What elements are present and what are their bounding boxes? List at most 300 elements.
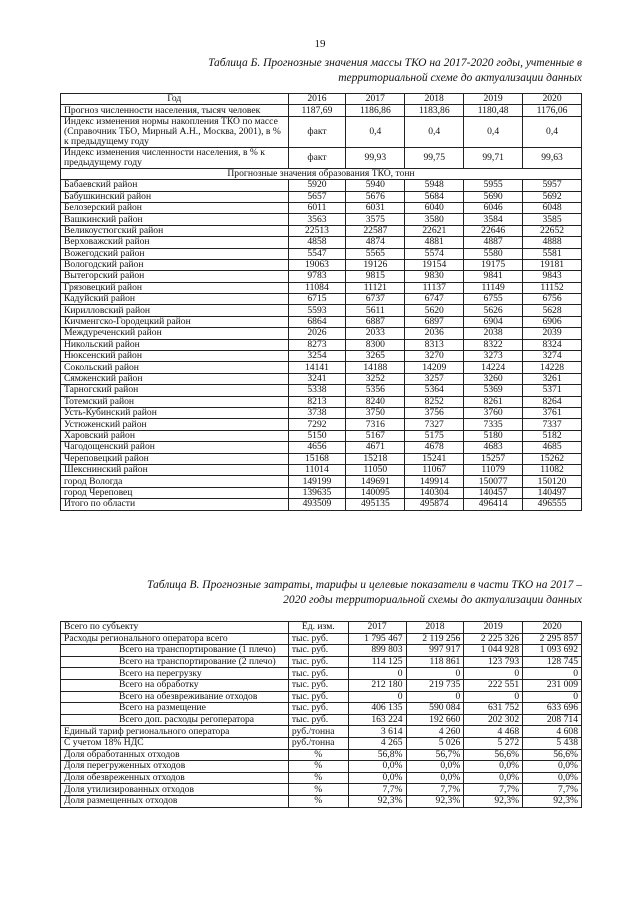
value-cell: 0,0% — [406, 772, 464, 784]
indicator-name: Всего на перегрузку — [61, 668, 289, 680]
value-cell: 150120 — [523, 476, 582, 487]
value-cell: 56,6% — [464, 749, 523, 761]
table-row — [61, 339, 582, 350]
value-cell: 7316 — [346, 419, 405, 430]
indicator-name: Доля обработанных отходов — [61, 749, 289, 761]
value-cell: 114 125 — [348, 656, 406, 668]
unit-cell: тыс. руб. — [288, 656, 348, 668]
value-cell: 140095 — [346, 487, 405, 498]
value-cell: 149691 — [346, 476, 405, 487]
value-cell: 9843 — [523, 271, 582, 282]
value-cell: 22587 — [346, 225, 405, 236]
district-name: город Вологда — [61, 476, 289, 487]
value-cell: 11149 — [464, 282, 523, 293]
table-row — [61, 476, 582, 487]
table-v — [60, 621, 582, 808]
value-cell: 5690 — [464, 191, 523, 202]
value-cell: 5611 — [346, 305, 405, 316]
value-cell: 4887 — [464, 237, 523, 248]
value-cell: 8322 — [464, 339, 523, 350]
value-cell: 14224 — [464, 362, 523, 373]
value-cell: факт — [288, 147, 346, 168]
value-cell: 212 180 — [348, 679, 406, 691]
value-cell: 8213 — [288, 396, 346, 407]
value-cell: 99,63 — [523, 147, 582, 168]
value-cell: 2 119 256 — [406, 633, 464, 645]
value-cell: 11121 — [346, 282, 405, 293]
value-cell: 8273 — [288, 339, 346, 350]
value-cell: 495135 — [346, 499, 405, 510]
table-row — [61, 784, 582, 796]
district-name: Междуреченский район — [61, 328, 289, 339]
value-cell: 15241 — [405, 453, 464, 464]
value-cell: 3252 — [346, 373, 405, 384]
value-cell: 15257 — [464, 453, 523, 464]
value-cell: 5 438 — [523, 737, 582, 749]
unit-cell: тыс. руб. — [288, 714, 348, 726]
row-label: Индекс изменения численности населения, в % к предыдущему году — [61, 147, 289, 168]
value-cell: 92,3% — [523, 795, 582, 807]
table-row — [61, 703, 582, 715]
district-name: Вологодский район — [61, 259, 289, 270]
value-cell: 3265 — [346, 351, 405, 362]
value-cell: 5580 — [464, 248, 523, 259]
value-cell: 4874 — [346, 237, 405, 248]
value-cell: 8261 — [464, 396, 523, 407]
value-cell: 5676 — [346, 191, 405, 202]
value-cell: 3254 — [288, 351, 346, 362]
value-cell: 19181 — [523, 259, 582, 270]
value-cell: 149914 — [405, 476, 464, 487]
district-name: Харовский район — [61, 430, 289, 441]
table-row — [61, 679, 582, 691]
value-cell: 11152 — [523, 282, 582, 293]
value-cell: 4671 — [346, 442, 405, 453]
value-cell: 5371 — [523, 385, 582, 396]
district-name: Сямженский район — [61, 373, 289, 384]
table-row — [61, 656, 582, 668]
unit-cell: руб./тонна — [288, 726, 348, 738]
value-cell: 19126 — [346, 259, 405, 270]
value-cell: 8264 — [523, 396, 582, 407]
table-row — [61, 714, 582, 726]
table-row — [61, 282, 582, 293]
table-v-header-cell: 2020 — [523, 622, 582, 634]
table-b-header-cell: 2020 — [523, 94, 582, 105]
unit-cell: % — [288, 795, 348, 807]
value-cell: 0,0% — [523, 761, 582, 773]
indicator-name: Доля обезвреженных отходов — [61, 772, 289, 784]
district-name: Устюженский район — [61, 419, 289, 430]
unit-cell: % — [288, 772, 348, 784]
unit-cell: тыс. руб. — [288, 633, 348, 645]
table-v-header-cell: 2019 — [464, 622, 523, 634]
value-cell: 2036 — [405, 328, 464, 339]
unit-cell: % — [288, 761, 348, 773]
value-cell: 3274 — [523, 351, 582, 362]
table-b-section-row — [61, 168, 582, 179]
value-cell: 1 093 692 — [523, 645, 582, 657]
value-cell: 0 — [406, 691, 464, 703]
value-cell: 92,3% — [348, 795, 406, 807]
table-row — [61, 373, 582, 384]
value-cell: 7,7% — [523, 784, 582, 796]
value-cell: 128 745 — [523, 656, 582, 668]
value-cell: 5657 — [288, 191, 346, 202]
indicator-name: Единый тариф регионального оператора — [61, 726, 289, 738]
value-cell: 5684 — [405, 191, 464, 202]
value-cell: 4683 — [464, 442, 523, 453]
table-row — [61, 294, 582, 305]
value-cell: 3261 — [523, 373, 582, 384]
value-cell: 0,0% — [406, 761, 464, 773]
value-cell: 92,3% — [464, 795, 523, 807]
district-name: город Череповец — [61, 487, 289, 498]
indicator-name: Расходы регионального оператора всего — [61, 633, 289, 645]
value-cell: 5150 — [288, 430, 346, 441]
indicator-name: С учетом 18% НДС — [61, 737, 289, 749]
district-name: Бабушкинский район — [61, 191, 289, 202]
value-cell: 5593 — [288, 305, 346, 316]
unit-cell: тыс. руб. — [288, 645, 348, 657]
value-cell: 3257 — [405, 373, 464, 384]
table-v-header-row — [61, 622, 582, 634]
value-cell: 6906 — [523, 316, 582, 327]
table-v-caption — [62, 578, 582, 608]
table-b-caption-line2: территориальной схеме до актуализации данных — [338, 72, 582, 84]
table-row — [61, 191, 582, 202]
unit-cell: тыс. руб. — [288, 691, 348, 703]
table-row — [61, 396, 582, 407]
table-row — [61, 726, 582, 738]
value-cell: 6864 — [288, 316, 346, 327]
table-row — [61, 351, 582, 362]
value-cell: 633 696 — [523, 703, 582, 715]
table-b-header-cell: 2019 — [464, 94, 523, 105]
table-v-header-cell: Ед. изм. — [288, 622, 348, 634]
value-cell: 11084 — [288, 282, 346, 293]
table-b-header-cell: Год — [61, 94, 289, 105]
table-row — [61, 737, 582, 749]
table-row — [61, 214, 582, 225]
value-cell: 5182 — [523, 430, 582, 441]
value-cell: 3575 — [346, 214, 405, 225]
value-cell: 192 660 — [406, 714, 464, 726]
value-cell: 0 — [523, 668, 582, 680]
value-cell: 208 714 — [523, 714, 582, 726]
value-cell: 2026 — [288, 328, 346, 339]
table-row — [61, 499, 582, 510]
value-cell: 15218 — [346, 453, 405, 464]
value-cell: 3761 — [523, 407, 582, 418]
table-row — [61, 633, 582, 645]
value-cell: 99,75 — [405, 147, 464, 168]
value-cell: 3750 — [346, 407, 405, 418]
value-cell: 5369 — [464, 385, 523, 396]
value-cell: 14209 — [405, 362, 464, 373]
value-cell: 4685 — [523, 442, 582, 453]
value-cell: 5581 — [523, 248, 582, 259]
value-cell: 4656 — [288, 442, 346, 453]
value-cell: 6048 — [523, 202, 582, 213]
value-cell: 631 752 — [464, 703, 523, 715]
value-cell: 3756 — [405, 407, 464, 418]
value-cell: 4 468 — [464, 726, 523, 738]
value-cell: 19175 — [464, 259, 523, 270]
value-cell: 5957 — [523, 180, 582, 191]
value-cell: 0,0% — [464, 761, 523, 773]
value-cell: 92,3% — [406, 795, 464, 807]
value-cell: 7,7% — [406, 784, 464, 796]
table-b-norm-index-row — [61, 116, 582, 147]
value-cell: 1186,86 — [346, 105, 405, 116]
value-cell: 6031 — [346, 202, 405, 213]
value-cell: 5175 — [405, 430, 464, 441]
table-b-population-row — [61, 105, 582, 116]
table-b-header-cell: 2018 — [405, 94, 464, 105]
district-name: Верховажский район — [61, 237, 289, 248]
section-title: Прогнозные значения образования ТКО, тонн — [61, 168, 582, 179]
value-cell: 997 917 — [406, 645, 464, 657]
table-row — [61, 180, 582, 191]
value-cell: 8324 — [523, 339, 582, 350]
value-cell: 7327 — [405, 419, 464, 430]
district-name: Великоустюгский район — [61, 225, 289, 236]
table-row — [61, 385, 582, 396]
district-name: Бабаевский район — [61, 180, 289, 191]
value-cell: факт — [288, 116, 346, 147]
value-cell: 1 795 467 — [348, 633, 406, 645]
value-cell: 496414 — [464, 499, 523, 510]
district-name: Нюксенский район — [61, 351, 289, 362]
value-cell: 5 026 — [406, 737, 464, 749]
table-v-header-cell: Всего по субъекту — [61, 622, 289, 634]
district-name: Кирилловский район — [61, 305, 289, 316]
table-row — [61, 419, 582, 430]
value-cell: 3260 — [464, 373, 523, 384]
value-cell: 3563 — [288, 214, 346, 225]
indicator-name: Всего на обезвреживание отходов — [61, 691, 289, 703]
value-cell: 15262 — [523, 453, 582, 464]
value-cell: 11079 — [464, 464, 523, 475]
value-cell: 6040 — [405, 202, 464, 213]
district-name: Усть-Кубинский район — [61, 407, 289, 418]
value-cell: 5356 — [346, 385, 405, 396]
table-v-caption-line2: 2020 годы территориальной схемы до актуализации данных — [283, 594, 582, 606]
value-cell: 8300 — [346, 339, 405, 350]
value-cell: 6737 — [346, 294, 405, 305]
table-row — [61, 668, 582, 680]
value-cell: 5628 — [523, 305, 582, 316]
value-cell: 7,7% — [464, 784, 523, 796]
value-cell: 406 135 — [348, 703, 406, 715]
value-cell: 56,7% — [406, 749, 464, 761]
table-v-body — [61, 622, 582, 808]
value-cell: 5574 — [405, 248, 464, 259]
district-name: Череповецкий район — [61, 453, 289, 464]
table-b-caption-line1: Таблица Б. Прогнозные значения массы ТКО на 2017-2020 годы, учтенные в — [208, 57, 582, 69]
table-row — [61, 795, 582, 807]
value-cell: 0,4 — [523, 116, 582, 147]
value-cell: 19063 — [288, 259, 346, 270]
value-cell: 6904 — [464, 316, 523, 327]
value-cell: 150077 — [464, 476, 523, 487]
value-cell: 590 084 — [406, 703, 464, 715]
value-cell: 493509 — [288, 499, 346, 510]
value-cell: 3 614 — [348, 726, 406, 738]
value-cell: 6046 — [464, 202, 523, 213]
value-cell: 5565 — [346, 248, 405, 259]
table-row — [61, 749, 582, 761]
value-cell: 11082 — [523, 464, 582, 475]
value-cell: 99,71 — [464, 147, 523, 168]
value-cell: 0,4 — [405, 116, 464, 147]
district-name: Сокольский район — [61, 362, 289, 373]
table-row — [61, 225, 582, 236]
value-cell: 5948 — [405, 180, 464, 191]
table-b — [60, 93, 582, 511]
value-cell: 496555 — [523, 499, 582, 510]
value-cell: 139635 — [288, 487, 346, 498]
value-cell: 5955 — [464, 180, 523, 191]
value-cell: 5547 — [288, 248, 346, 259]
value-cell: 3273 — [464, 351, 523, 362]
value-cell: 2 225 326 — [464, 633, 523, 645]
table-row — [61, 271, 582, 282]
value-cell: 1187,69 — [288, 105, 346, 116]
value-cell: 4881 — [405, 237, 464, 248]
row-label: Индекс изменения нормы накопления ТКО по массе (Справочник ТБО, Мирный А.Н., Москва, 2001), в % к предыдущему году — [61, 116, 289, 147]
value-cell: 0 — [464, 691, 523, 703]
indicator-name: Всего на транспортирование (1 плечо) — [61, 645, 289, 657]
value-cell: 6887 — [346, 316, 405, 327]
unit-cell: тыс. руб. — [288, 679, 348, 691]
table-row — [61, 407, 582, 418]
district-name: Шекснинский район — [61, 464, 289, 475]
table-row — [61, 259, 582, 270]
district-name: Белозерский район — [61, 202, 289, 213]
value-cell: 7,7% — [348, 784, 406, 796]
table-v-header-cell: 2018 — [406, 622, 464, 634]
value-cell: 1180,48 — [464, 105, 523, 116]
value-cell: 14141 — [288, 362, 346, 373]
value-cell: 0,4 — [346, 116, 405, 147]
value-cell: 163 224 — [348, 714, 406, 726]
value-cell: 6747 — [405, 294, 464, 305]
value-cell: 5940 — [346, 180, 405, 191]
value-cell: 6011 — [288, 202, 346, 213]
value-cell: 1183,86 — [405, 105, 464, 116]
indicator-name: Всего на размещение — [61, 703, 289, 715]
value-cell: 2033 — [346, 328, 405, 339]
table-row — [61, 442, 582, 453]
value-cell: 6897 — [405, 316, 464, 327]
value-cell: 5920 — [288, 180, 346, 191]
value-cell: 3760 — [464, 407, 523, 418]
value-cell: 4888 — [523, 237, 582, 248]
value-cell: 4 608 — [523, 726, 582, 738]
value-cell: 2038 — [464, 328, 523, 339]
value-cell: 11067 — [405, 464, 464, 475]
indicator-name: Всего на транспортирование (2 плечо) — [61, 656, 289, 668]
value-cell: 118 861 — [406, 656, 464, 668]
table-row — [61, 772, 582, 784]
value-cell: 2039 — [523, 328, 582, 339]
indicator-name: Доля перегруженных отходов — [61, 761, 289, 773]
value-cell: 5180 — [464, 430, 523, 441]
value-cell: 0,4 — [464, 116, 523, 147]
district-name: Тарногский район — [61, 385, 289, 396]
table-row — [61, 202, 582, 213]
value-cell: 4 265 — [348, 737, 406, 749]
district-name: Вожегодский район — [61, 248, 289, 259]
value-cell: 19154 — [405, 259, 464, 270]
table-b-body — [61, 94, 582, 511]
indicator-name: Всего доп. расходы регоператора — [61, 714, 289, 726]
value-cell: 0 — [523, 691, 582, 703]
value-cell: 3585 — [523, 214, 582, 225]
unit-cell: тыс. руб. — [288, 668, 348, 680]
district-name: Грязовецкий район — [61, 282, 289, 293]
table-row — [61, 237, 582, 248]
district-name: Кадуйский район — [61, 294, 289, 305]
value-cell: 15168 — [288, 453, 346, 464]
unit-cell: % — [288, 749, 348, 761]
table-row — [61, 691, 582, 703]
value-cell: 0 — [464, 668, 523, 680]
value-cell: 6715 — [288, 294, 346, 305]
value-cell: 11014 — [288, 464, 346, 475]
table-row — [61, 362, 582, 373]
table-row — [61, 305, 582, 316]
value-cell: 4858 — [288, 237, 346, 248]
value-cell: 0,0% — [464, 772, 523, 784]
value-cell: 99,93 — [346, 147, 405, 168]
table-row — [61, 453, 582, 464]
unit-cell: руб./тонна — [288, 737, 348, 749]
value-cell: 140457 — [464, 487, 523, 498]
indicator-name: Доля размещенных отходов — [61, 795, 289, 807]
value-cell: 899 803 — [348, 645, 406, 657]
value-cell: 0,0% — [348, 761, 406, 773]
value-cell: 0,0% — [348, 772, 406, 784]
value-cell: 8313 — [405, 339, 464, 350]
value-cell: 6755 — [464, 294, 523, 305]
district-name: Никольский район — [61, 339, 289, 350]
unit-cell: тыс. руб. — [288, 703, 348, 715]
table-b-header-cell: 2017 — [346, 94, 405, 105]
value-cell: 123 793 — [464, 656, 523, 668]
table-b-pop-index-row — [61, 147, 582, 168]
value-cell: 8240 — [346, 396, 405, 407]
value-cell: 14188 — [346, 362, 405, 373]
district-name: Чагодощенский район — [61, 442, 289, 453]
table-row — [61, 430, 582, 441]
value-cell: 3580 — [405, 214, 464, 225]
table-v-caption-line1: Таблица В. Прогнозные затраты, тарифы и целевые показатели в части ТКО на 2017 – — [147, 579, 582, 591]
value-cell: 8252 — [405, 396, 464, 407]
district-name: Вытегорский район — [61, 271, 289, 282]
indicator-name: Всего на обработку — [61, 679, 289, 691]
district-name: Тотемский район — [61, 396, 289, 407]
row-label: Прогноз численности населения, тысяч человек — [61, 105, 289, 116]
value-cell: 6756 — [523, 294, 582, 305]
value-cell: 0 — [348, 668, 406, 680]
value-cell: 5626 — [464, 305, 523, 316]
value-cell: 7292 — [288, 419, 346, 430]
value-cell: 22652 — [523, 225, 582, 236]
table-b-header-row — [61, 94, 582, 105]
